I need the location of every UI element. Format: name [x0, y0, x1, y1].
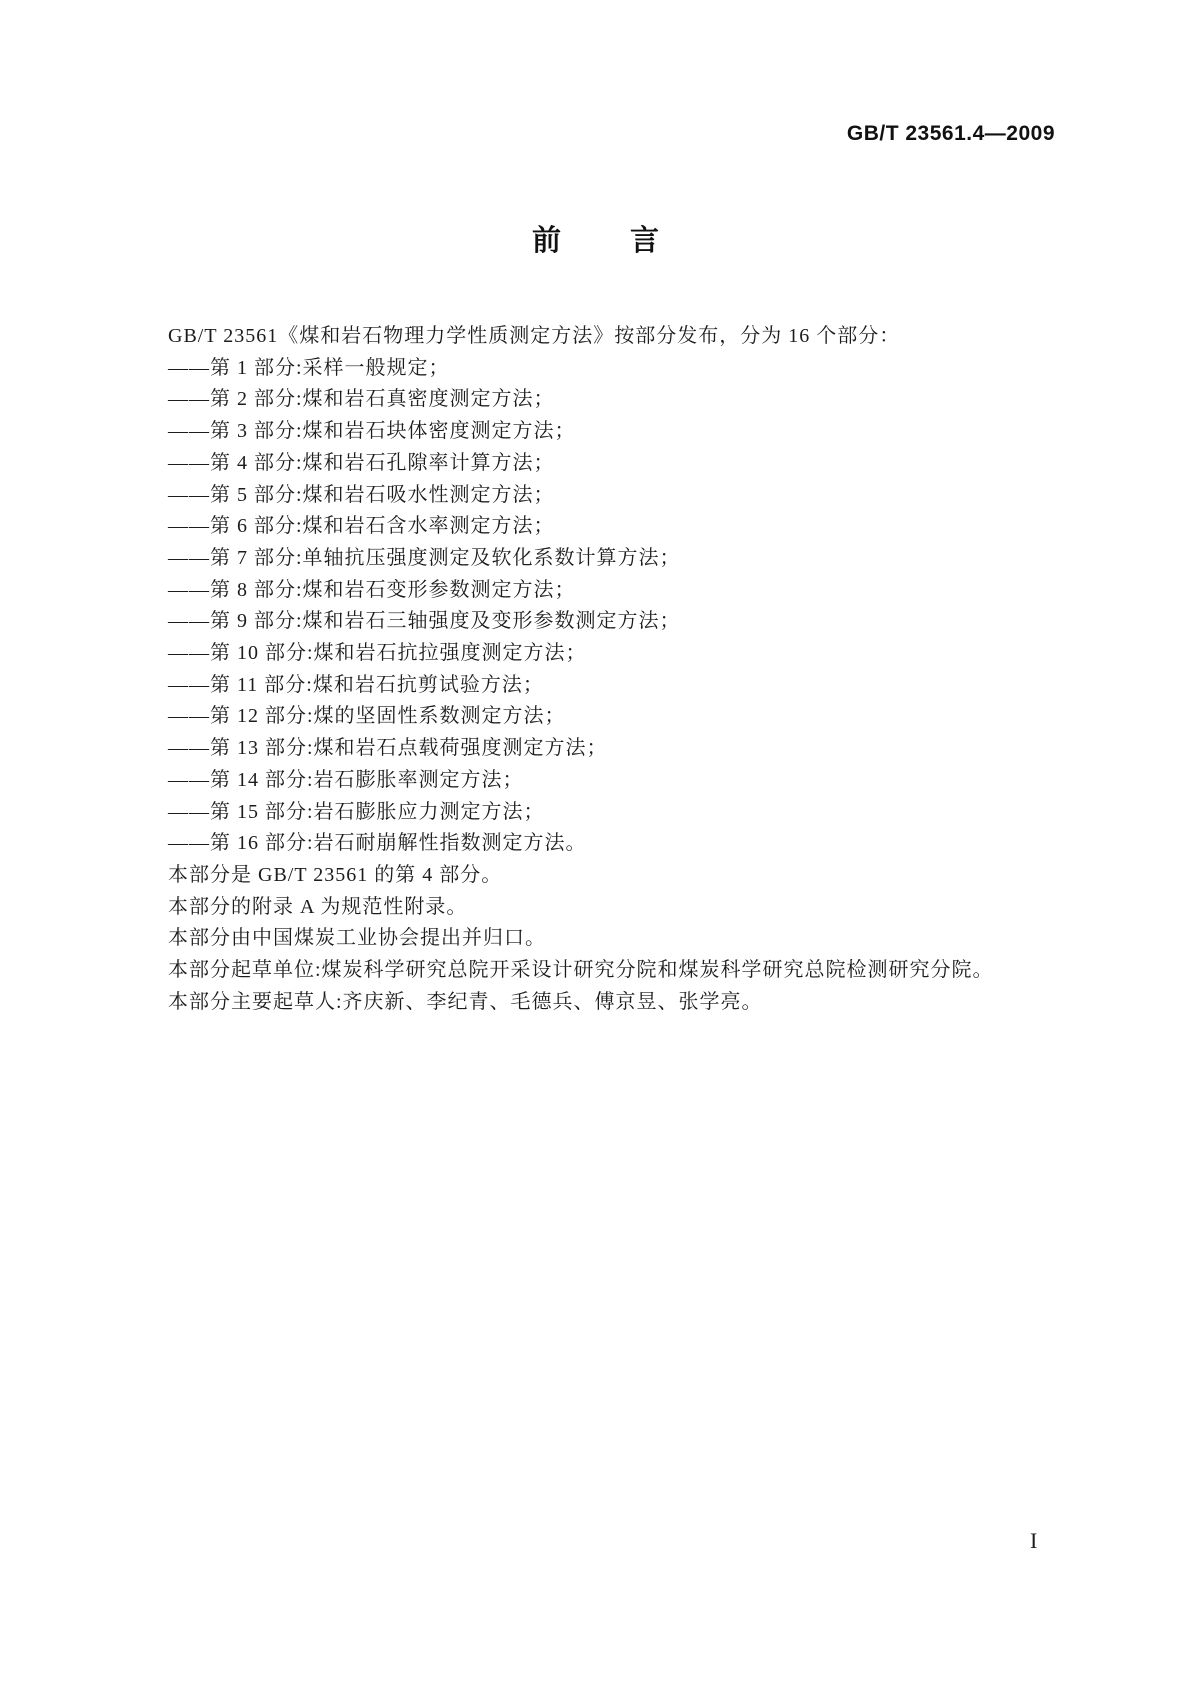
part-list-item: ——第 8 部分:煤和岩石变形参数测定方法；: [168, 578, 576, 601]
paragraph: 本部分是 GB/T 23561 的第 4 部分。: [168, 863, 503, 886]
intro-paragraph: GB/T 23561《煤和岩石物理力学性质测定方法》按部分发布，分为 16 个部分：: [168, 325, 901, 347]
document-body: [168, 321, 1048, 1018]
part-list-item: ——第 7 部分:单轴抗压强度测定及软化系数计算方法；: [168, 546, 681, 569]
part-list-item: ——第 10 部分:煤和岩石抗拉强度测定方法；: [168, 642, 587, 665]
page-title: 前 言: [532, 225, 659, 257]
part-list-item: ——第 13 部分:煤和岩石点载荷强度测定方法；: [168, 737, 608, 760]
part-list-item: ——第 9 部分:煤和岩石三轴强度及变形参数测定方法；: [168, 610, 681, 633]
paragraph: 本部分的附录 A 为规范性附录。: [168, 895, 468, 918]
part-list-item: ——第 5 部分:煤和岩石吸水性测定方法；: [168, 483, 555, 506]
part-list-item: ——第 12 部分:煤的坚固性系数测定方法；: [168, 705, 566, 728]
part-list-item: ——第 6 部分:煤和岩石含水率测定方法；: [168, 515, 555, 538]
part-list-item: ——第 11 部分:煤和岩石抗剪试验方法；: [168, 673, 544, 696]
page-number: I: [1030, 1528, 1038, 1553]
part-list-item: ——第 3 部分:煤和岩石块体密度测定方法；: [168, 420, 576, 443]
part-list-item: ——第 14 部分:岩石膨胀率测定方法；: [168, 768, 524, 791]
paragraph: 本部分主要起草人:齐庆新、李纪青、毛德兵、傅京昱、张学亮。: [168, 990, 763, 1013]
closing-paragraphs: [168, 860, 1048, 1019]
part-list-item: ——第 16 部分:岩石耐崩解性指数测定方法。: [168, 832, 587, 855]
part-list-item: ——第 15 部分:岩石膨胀应力测定方法；: [168, 800, 545, 823]
standard-code: GB/T 23561.4—2009: [846, 122, 1055, 145]
part-list-item: ——第 1 部分:采样一般规定；: [168, 356, 450, 379]
paragraph: 本部分由中国煤炭工业协会提出并归口。: [168, 927, 546, 950]
part-list-item: ——第 2 部分:煤和岩石真密度测定方法；: [168, 388, 555, 411]
paragraph: 本部分起草单位:煤炭科学研究总院开采设计研究分院和煤炭科学研究总院检测研究分院。: [168, 959, 994, 982]
part-list-item: ——第 4 部分:煤和岩石孔隙率计算方法；: [168, 451, 555, 474]
parts-list: [168, 353, 1048, 860]
